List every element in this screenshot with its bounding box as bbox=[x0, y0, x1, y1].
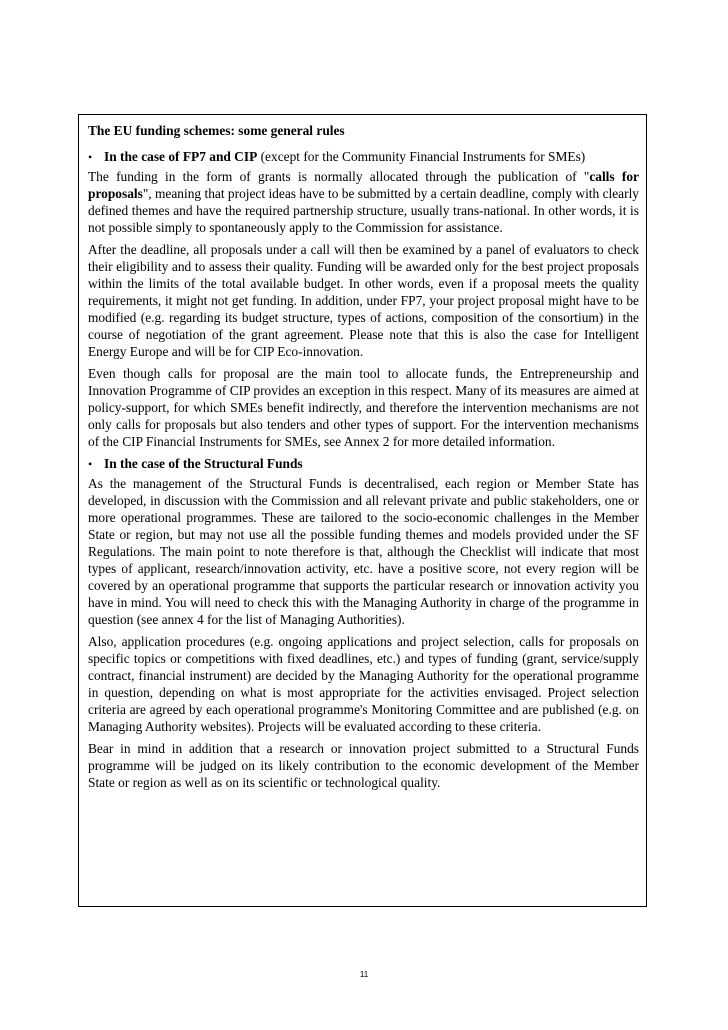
bullet-icon: • bbox=[88, 457, 93, 471]
calls-for-proposals-term: calls for proposals bbox=[88, 169, 639, 201]
section-heading-fp7-cip bbox=[88, 148, 639, 166]
section-heading-text: In the case of FP7 and CIP (except for the Community Financial Instruments for SMEs) bbox=[104, 149, 586, 164]
paragraph-cip-exception: Even though calls for proposal are the main tool to allocate funds, the Entrepreneurship and Innovation Programme of CIP provides an exception in this respect. Many of its measures are aimed at policy-support, for which SMEs benefit indirectly, and therefore the intervention mechanisms are not only calls for proposals but also tenders and other types of support. For the intervention mechanisms of the CIP Financial Instruments for SMEs, see Annex 2 for more detailed information. bbox=[88, 366, 639, 449]
bullet-icon: • bbox=[88, 150, 93, 164]
paragraph-application-procedures: Also, application procedures (e.g. ongoing applications and project selection, calls for proposals on specific topics or competitions with fixed deadlines, etc.) and types of funding (grant, service/supply contract, financial instrument) are decided by the Managing Authority for the operational programme in question, depending on what is most appropriate for the activities envisaged. Project selection criteria are agreed by each operational programme's Monitoring Committee and are published (e.g. on Managing Authority websites). Projects will be evaluated according to these criteria. bbox=[88, 634, 639, 734]
paragraph-decentralised-management: As the management of the Structural Funds is decentralised, each region or Member State has developed, in discussion with the Commission and all relevant private and public stakeholders, one or more operational programmes. These are tailored to the socio-economic challenges in the Member State or region, but may not use all the possible funding themes and models provided under the SF Regulations. The main point to note therefore is that, although the Checklist will indicate that most types of applicant, research/innovation activity, etc. have a positive score, not every region will be covered by an operational programme that supports the particular research or innovation activity you have in mind. You will need to check this with the Managing Authority in charge of the programme in question (see annex 4 for the list of Managing Authorities). bbox=[88, 476, 639, 627]
paragraph-evaluation: After the deadline, all proposals under a call will then be examined by a panel of evaluators to check their eligibility and to assess their quality. Funding will be awarded only for the best project proposals within the limits of the total available budget. In other words, even if a proposal meets the quality requirements, it might not get funding. In addition, under FP7, your project proposal might have to be modified (e.g. regarding its budget structure, types of actions, composition of the consortium) in the course of negotiation of the grant agreement. Please note that this is also the case for Intelligent Energy Europe and will be for CIP Eco-innovation. bbox=[88, 242, 639, 359]
paragraph-calls-for-proposals: The funding in the form of grants is normally allocated through the publication of "calls for proposals", meaning that project ideas have to be submitted by a certain deadline, comply with clearly defined themes and have the required partnership structure, usually trans-national. In other words, it is not possible simply to spontaneously apply to the Commission for assistance. bbox=[88, 169, 639, 235]
rules-box bbox=[78, 114, 647, 907]
section-heading-text: In the case of the Structural Funds bbox=[104, 456, 303, 471]
paragraph-judging-criteria: Bear in mind in addition that a research or innovation project submitted to a Structural Funds programme will be judged on its likely contribution to the economic development of the Member State or region as well as on its scientific or technological quality. bbox=[88, 741, 639, 790]
section-heading-structural-funds bbox=[88, 455, 639, 473]
box-title: The EU funding schemes: some general rules bbox=[88, 123, 345, 138]
page-number: 11 bbox=[359, 970, 369, 979]
